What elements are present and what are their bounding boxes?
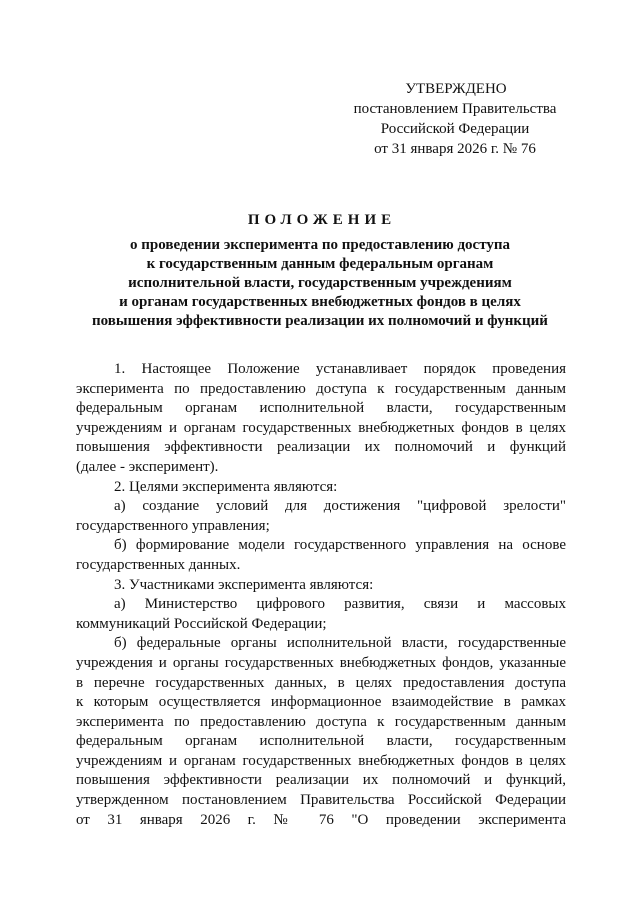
body-line: эксперимента по предоставлению доступа к государственным данным bbox=[76, 380, 566, 397]
body-line: повышения эффективности реализации их полномочий и функций bbox=[76, 439, 566, 456]
approval-block bbox=[345, 79, 565, 159]
body-line: б) формирование модели государственного управления на основе bbox=[114, 537, 566, 554]
body-line: коммуникаций Российской Федерации; bbox=[76, 615, 327, 632]
body-line: учреждениям и органам государственных внебюджетных фондов в целях bbox=[76, 419, 566, 436]
body-line: повышения эффективности реализации их полномочий и функций, bbox=[76, 772, 566, 789]
body-line: государственного управления; bbox=[76, 517, 270, 534]
subtitle-line: к государственным данным федеральным органам bbox=[146, 256, 494, 272]
subtitle-line: повышения эффективности реализации их полномочий и функций bbox=[92, 313, 548, 329]
body-line: государственных данных. bbox=[76, 556, 241, 573]
subtitle-line: о проведении эксперимента по предоставлению доступа bbox=[129, 237, 511, 253]
subtitle-line: и органам государственных внебюджетных фондов в целях bbox=[119, 294, 521, 310]
body-line: к которым осуществляется информационное взаимодействие в рамках bbox=[76, 694, 566, 711]
document-title: ПОЛОЖЕНИЕ bbox=[247, 212, 397, 228]
approval-line: от 31 января 2026 г. № 76 bbox=[374, 141, 536, 157]
document-body bbox=[76, 360, 566, 830]
body-line: а) создание условий для достижения "цифровой зрелости" bbox=[114, 498, 566, 515]
body-line: учреждения и органы государственных внебюджетных фондов, указанные bbox=[76, 654, 566, 671]
body-line: утвержденном постановлением Правительства Российской Федерации bbox=[76, 792, 566, 809]
body-line: учреждениям и органам государственных внебюджетных фондов в целях bbox=[76, 752, 566, 769]
approval-line: Российской Федерации bbox=[380, 121, 530, 137]
approval-line: постановлением Правительства bbox=[353, 101, 557, 117]
body-line: в перечне государственных данных, в целях предоставления доступа bbox=[76, 674, 566, 691]
body-line: б) федеральные органы исполнительной власти, государственные bbox=[114, 635, 566, 652]
body-line: от 31 января 2026 г. № 76 "О проведении эксперимента bbox=[76, 811, 566, 828]
subtitle-line: исполнительной власти, государственным учреждениям bbox=[128, 275, 512, 291]
document-subtitle bbox=[72, 236, 568, 331]
body-line: федеральным органам исполнительной власти, государственным bbox=[76, 733, 566, 750]
body-line: 3. Участниками эксперимента являются: bbox=[114, 576, 374, 593]
body-line: 1. Настоящее Положение устанавливает порядок проведения bbox=[114, 361, 566, 377]
body-line: 2. Целями эксперимента являются: bbox=[114, 478, 338, 495]
body-line: эксперимента по предоставлению доступа к государственным данным bbox=[76, 713, 566, 730]
body-line: (далее - эксперимент). bbox=[76, 458, 219, 475]
body-line: федеральным органам исполнительной власти, государственным bbox=[76, 400, 566, 417]
approval-heading: УТВЕРЖДЕНО bbox=[405, 81, 507, 97]
body-line: а) Министерство цифрового развития, связи и массовых bbox=[114, 596, 566, 613]
